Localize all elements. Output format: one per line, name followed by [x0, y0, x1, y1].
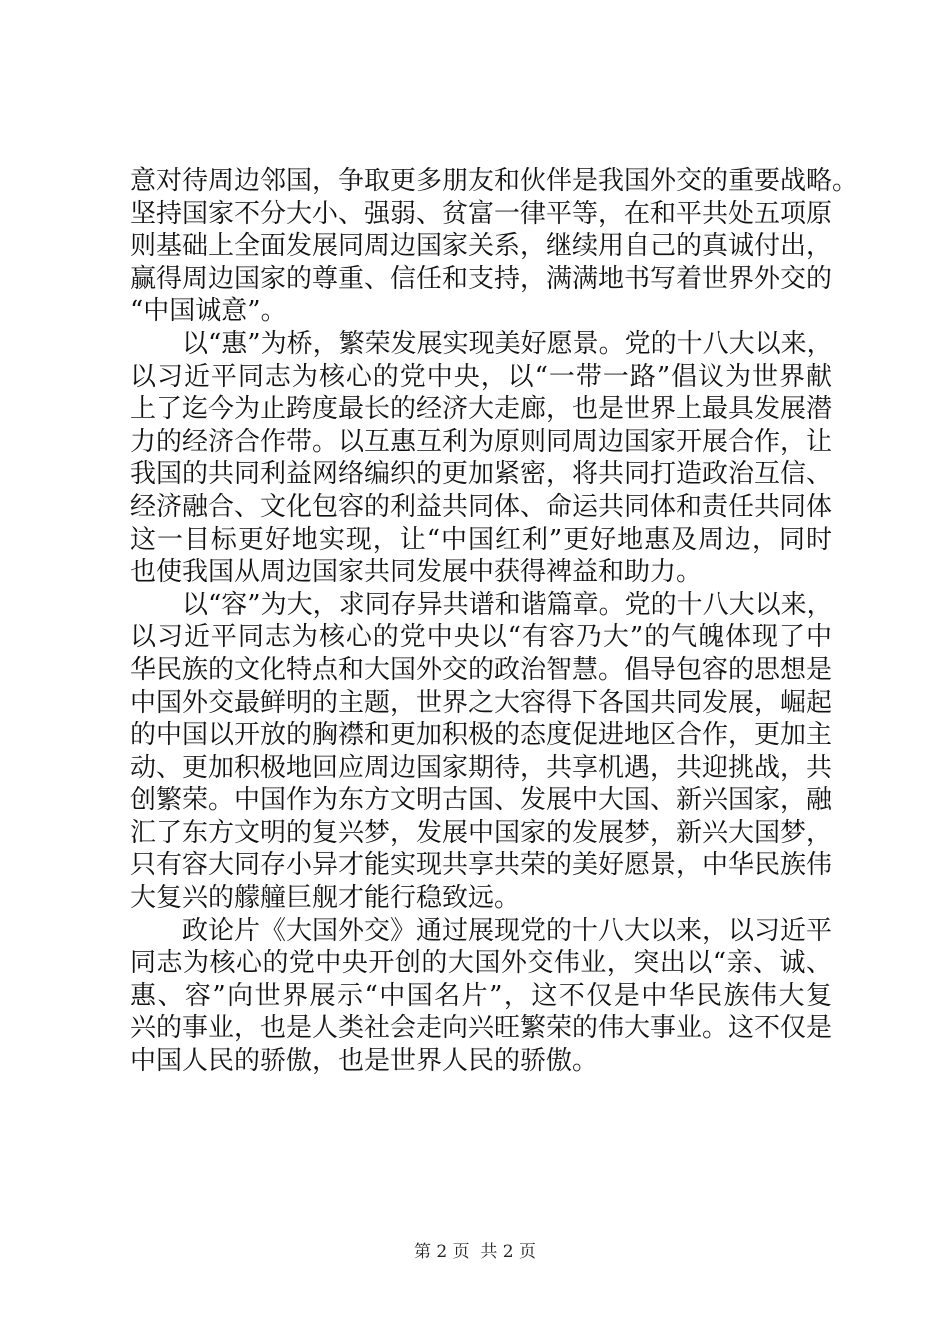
text-line: 以“惠”为桥，繁荣发展实现美好愿景。党的十八大以来，	[182, 328, 833, 359]
text-line: 惠、容”向世界展示“中国名片”，这不仅是中华民族伟大复	[130, 980, 832, 1011]
text-line: 华民族的文化特点和大国外交的政治智慧。倡导包容的思想是	[130, 654, 833, 685]
paragraph	[130, 165, 859, 328]
text-line: 中国外交最鲜明的主题，世界之大容得下各国共同发展，崛起	[130, 687, 833, 718]
text-line: 兴的事业，也是人类社会走向兴旺繁荣的伟大事业。这不仅是	[130, 1013, 833, 1044]
text-line: 力的经济合作带。以互惠互利为原则同周边国家开展合作，让	[130, 426, 833, 457]
text-line: “中国诚意”。	[130, 296, 287, 327]
text-line: 我国的共同利益网络编织的更加紧密，将共同打造政治互信、	[130, 459, 833, 490]
text-line: 汇了东方文明的复兴梦，发展中国家的发展梦，新兴大国梦，	[130, 817, 833, 848]
page-footer	[0, 1240, 950, 1264]
text-line: 则基础上全面发展同周边国家关系，继续用自己的真诚付出，	[130, 231, 833, 262]
text-line: 的中国以开放的胸襟和更加积极的态度促进地区合作，更加主	[130, 720, 833, 751]
text-line: 大复兴的艨艟巨舰才能行稳致远。	[130, 883, 521, 914]
page-number: 第 2 页	[413, 1242, 470, 1262]
paragraph	[130, 589, 832, 915]
text-line: 经济融合、文化包容的利益共同体、命运共同体和责任共同体	[130, 491, 833, 522]
text-line: 以习近平同志为核心的党中央以“有容乃大”的气魄体现了中	[130, 622, 832, 653]
paragraph	[130, 328, 832, 589]
text-line: 上了迄今为止跨度最长的经济大走廊，也是世界上最具发展潜	[130, 394, 833, 425]
document-body	[130, 165, 859, 1078]
text-line: 政论片《大国外交》通过展现党的十八大以来，以习近平	[182, 915, 833, 946]
text-line: 坚持国家不分大小、强弱、贫富一律平等，在和平共处五项原	[130, 198, 833, 229]
page-total: 共 2 页	[480, 1242, 537, 1262]
text-line: 创繁荣。中国作为东方文明古国、发展中大国、新兴国家，融	[130, 785, 833, 816]
text-line: 中国人民的骄傲，也是世界人民的骄傲。	[130, 1046, 599, 1077]
text-line: 以习近平同志为核心的党中央，以“一带一路”倡议为世界献	[130, 361, 832, 392]
paragraph	[130, 915, 832, 1078]
text-line: 意对待周边邻国，争取更多朋友和伙伴是我国外交的重要战略。	[130, 166, 859, 196]
text-line: 也使我国从周边国家共同发展中获得裨益和助力。	[130, 557, 703, 588]
text-line: 动、更加积极地回应周边国家期待，共享机遇，共迎挑战，共	[130, 752, 833, 783]
text-line: 这一目标更好地实现，让“中国红利”更好地惠及周边，同时	[130, 524, 832, 555]
text-line: 同志为核心的党中央开创的大国外交伟业，突出以“亲、诚、	[130, 948, 832, 979]
text-line: 以“容”为大，求同存异共谱和谐篇章。党的十八大以来，	[182, 589, 833, 620]
text-line: 只有容大同存小异才能实现共享共荣的美好愿景，中华民族伟	[130, 850, 833, 881]
footer-gap	[470, 1242, 481, 1262]
text-line: 赢得周边国家的尊重、信任和支持，满满地书写着世界外交的	[130, 263, 833, 294]
